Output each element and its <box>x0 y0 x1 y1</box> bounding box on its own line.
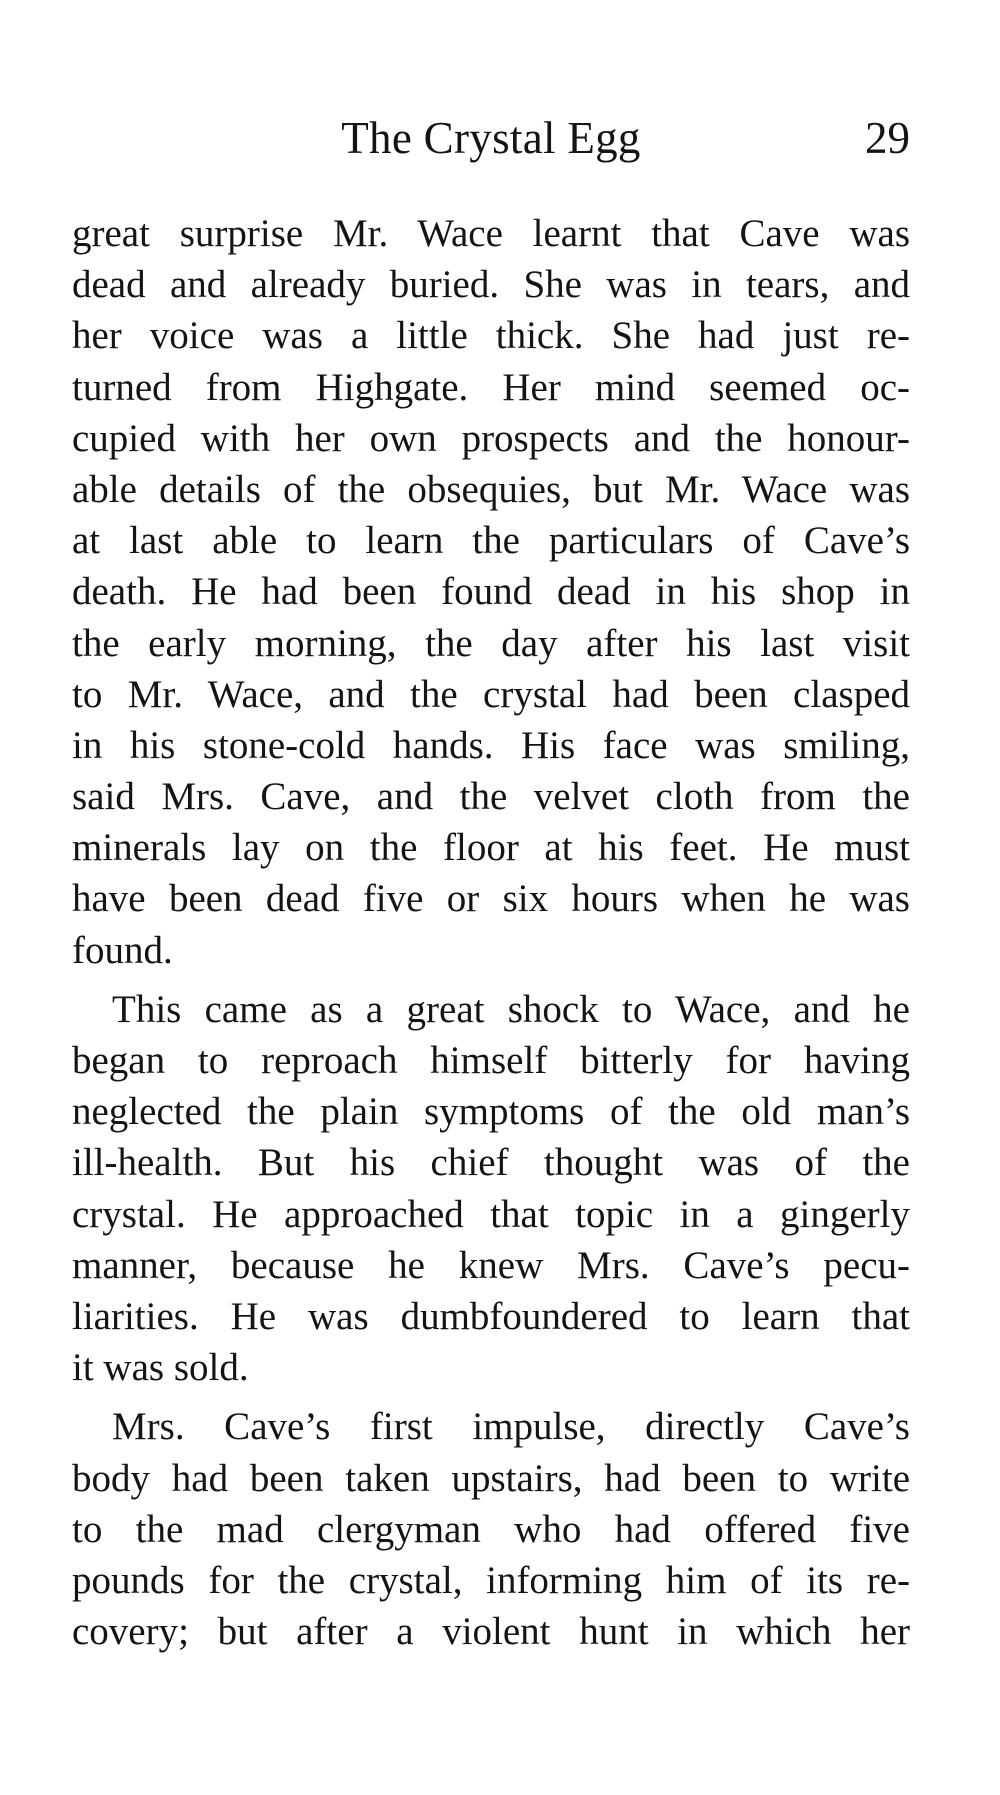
page-title: The Crystal Egg <box>341 113 641 163</box>
text-line: have been dead five or six hours when he was <box>72 877 910 921</box>
paragraph <box>72 984 910 1394</box>
text-line: ill-health. But his chief thought was of the <box>72 1141 910 1185</box>
text-line: found. <box>72 928 173 972</box>
running-head <box>72 108 910 168</box>
text-line: said Mrs. Cave, and the velvet cloth from the <box>72 775 910 819</box>
text-line: covery; but after a violent hunt in which her <box>72 1610 910 1654</box>
text-line: began to reproach himself bitterly for having <box>72 1039 910 1082</box>
paragraph-spacer <box>72 976 910 984</box>
text-line: to Mr. Wace, and the crystal had been clasped <box>72 672 910 716</box>
text-line: pounds for the crystal, informing him of its re- <box>72 1558 910 1602</box>
text-line: Mrs. Cave’s first impulse, directly Cave’s <box>112 1405 910 1449</box>
text-line: neglected the plain symptoms of the old man’s <box>72 1090 910 1134</box>
text-line: cupied with her own prospects and the honour- <box>72 416 910 460</box>
text-line: dead and already buried. She was in tears, and <box>72 263 910 307</box>
text-line: able details of the obsequies, but Mr. Wace was <box>72 467 910 511</box>
text-line: minerals lay on the floor at his feet. He must <box>72 826 910 870</box>
text-line: death. He had been found dead in his shop in <box>72 570 910 614</box>
body-text <box>72 208 910 1657</box>
text-line: her voice was a little thick. She had just re- <box>72 314 910 358</box>
text-line: turned from Highgate. Her mind seemed oc- <box>72 365 910 409</box>
text-line: great surprise Mr. Wace learnt that Cave was <box>72 212 910 255</box>
page-number: 29 <box>865 113 910 163</box>
text-line: crystal. He approached that topic in a gingerly <box>72 1192 910 1236</box>
paragraph <box>72 208 910 976</box>
text-line: manner, because he knew Mrs. Cave’s pecu- <box>72 1243 910 1287</box>
text-line: body had been taken upstairs, had been to write <box>72 1456 910 1500</box>
text-line: in his stone-cold hands. His face was smiling, <box>72 723 910 767</box>
text-line: liarities. He was dumbfoundered to learn that <box>72 1294 910 1338</box>
text-line: This came as a great shock to Wace, and he <box>112 987 910 1031</box>
text-line: to the mad clergyman who had offered five <box>72 1507 910 1551</box>
paragraph-spacer <box>72 1393 910 1401</box>
text-line: it was sold. <box>72 1346 249 1390</box>
paragraph <box>72 1401 910 1657</box>
text-line: the early morning, the day after his last visit <box>72 621 910 665</box>
text-line: at last able to learn the particulars of Cave’s <box>72 519 910 563</box>
